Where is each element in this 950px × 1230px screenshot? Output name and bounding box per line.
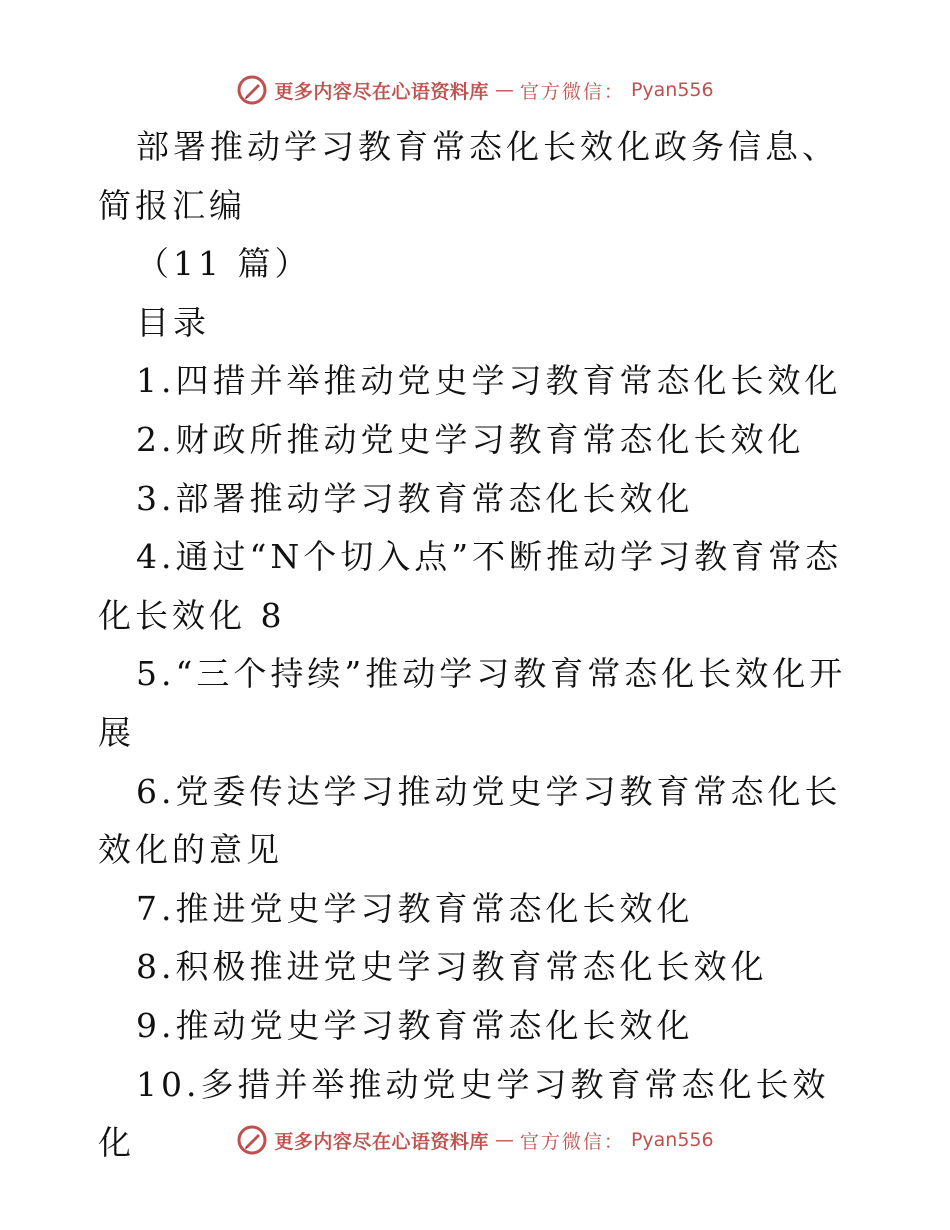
banner-separator: —: [494, 79, 514, 101]
banner-separator: —: [494, 1129, 514, 1151]
document-title: 部署推动学习教育常态化长效化政务信息、简报汇编: [98, 127, 839, 225]
document-count: （11 篇）: [136, 244, 312, 284]
toc-heading: 目录: [136, 302, 210, 342]
toc-item: 9.推动党史学习教育常态化长效化: [136, 1005, 694, 1045]
header-banner: [0, 74, 950, 106]
banner-wechat-id: Pyan556: [630, 79, 714, 101]
banner-brand-text: 更多内容尽在心语资料库: [274, 1130, 489, 1153]
banner-wechat-label: 官方微信：: [519, 1130, 625, 1153]
document-body: [98, 118, 858, 1173]
toc-item: 7.推进党史学习教育常态化长效化: [136, 888, 694, 928]
toc-item: 10.多措并举推动党史学习教育常态化长效化: [98, 1064, 830, 1163]
toc-item: 4.通过“N个切入点”不断推动学习教育常态化长效化 8: [98, 537, 843, 635]
toc-item: 5.“三个持续”推动学习教育常态化长效化开展: [98, 654, 847, 752]
toc-item: 3.部署推动学习教育常态化长效化: [136, 478, 694, 518]
banner-wechat-id: Pyan556: [630, 1129, 714, 1151]
banner-brand-text: 更多内容尽在心语资料库: [274, 80, 489, 103]
pen-circle-logo-icon: [236, 1124, 268, 1156]
toc-item: 8.积极推进党史学习教育常态化长效化: [136, 947, 768, 987]
pen-circle-logo-icon: [236, 74, 268, 106]
toc-item: 2.财政所推动党史学习教育常态化长效化: [136, 419, 805, 459]
toc-item: 6.党委传达学习推动党史学习教育常态化长效化的意见: [98, 771, 842, 870]
footer-banner: [0, 1124, 950, 1156]
toc-item: 1.四措并举推动党史学习教育常态化长效化: [136, 361, 842, 401]
banner-wechat-label: 官方微信：: [519, 80, 625, 103]
